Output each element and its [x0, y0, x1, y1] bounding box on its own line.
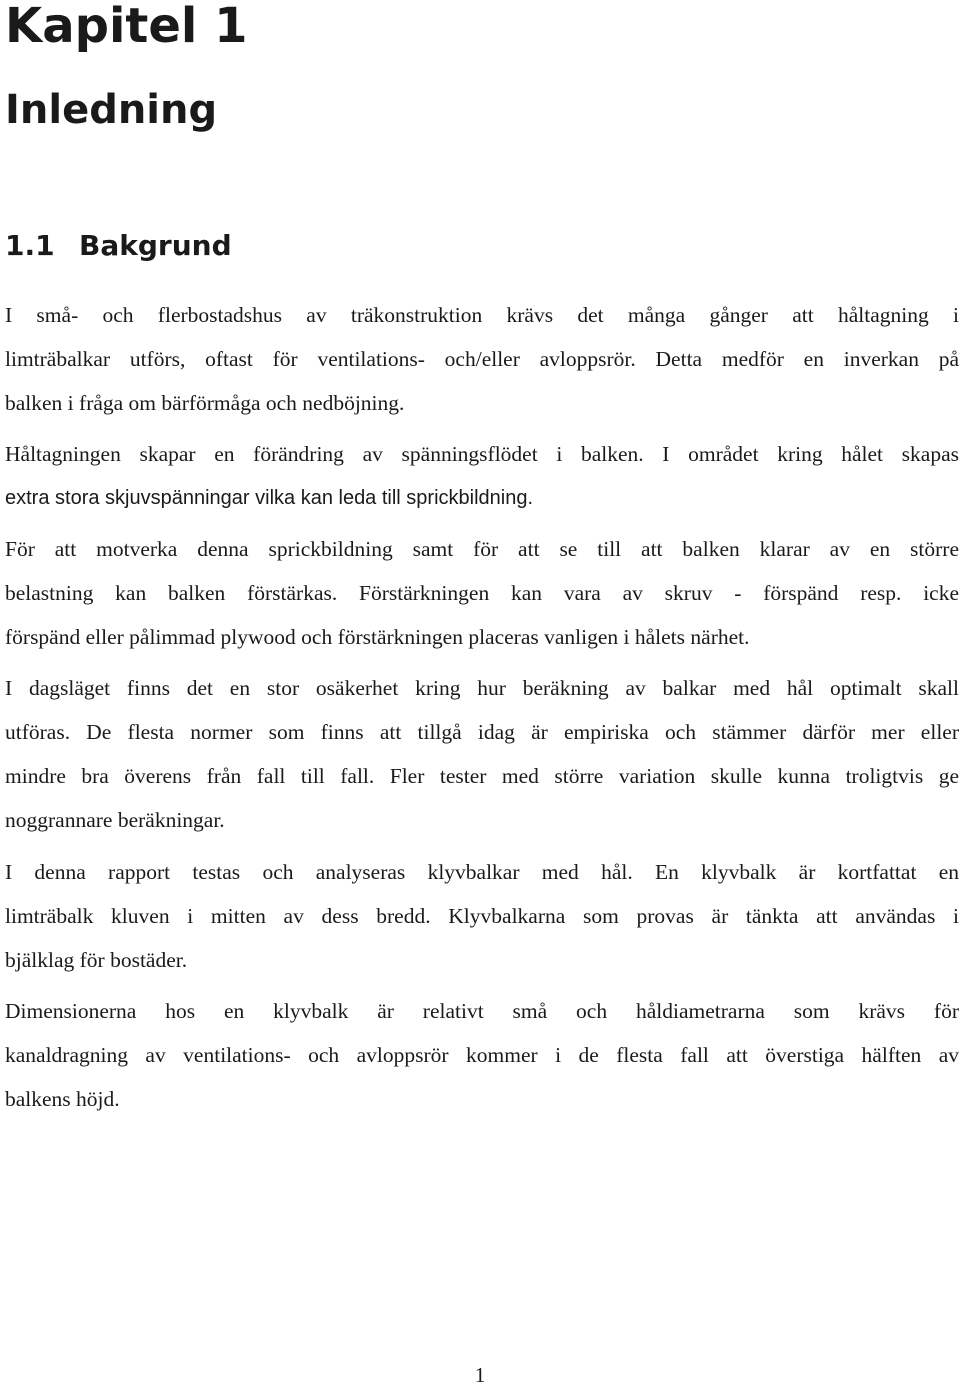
paragraph-line: extra stora skjuvspänningar vilka kan leda till sprickbildning. [5, 487, 534, 509]
chapter-number: Kapitel 1 [5, 0, 248, 54]
paragraph-line: I små- och flerbostadshus av träkonstruktion krävs det många gånger att håltagning i [5, 303, 959, 327]
paragraph-line: I dagsläget finns det en stor osäkerhet kring hur beräkning av balkar med hål optimalt skall [5, 676, 959, 700]
paragraph-line: noggrannare beräkningar. [5, 808, 225, 832]
paragraph [5, 989, 959, 1121]
paragraph-line: Håltagningen skapar en förändring av spänningsflödet i balken. I området kring hålet skapas [5, 442, 959, 466]
paragraph-line: mindre bra överens från fall till fall. Fler tester med större variation skulle kunna troligtvis ge [5, 764, 959, 788]
paragraph-line: I denna rapport testas och analyseras klyvbalkar med hål. En klyvbalk är kortfattat en [5, 860, 959, 884]
paragraph [5, 666, 959, 842]
chapter-title: Inledning [5, 87, 218, 133]
paragraph [5, 293, 959, 425]
paragraph-line: kanaldragning av ventilations- och avloppsrör kommer i de flesta fall att överstiga hälften av [5, 1043, 959, 1067]
paragraph-line: förspänd eller pålimmad plywood och förstärkningen placeras vanligen i hålets närhet. [5, 625, 750, 649]
paragraph-line: bjälklag för bostäder. [5, 948, 188, 972]
page-number: 1 [474, 1363, 486, 1387]
paragraph-line: limträbalk kluven i mitten av dess bredd. Klyvbalkarna som provas är tänkta att användas i [5, 904, 959, 928]
paragraph-line: belastning kan balken förstärkas. Förstärkningen kan vara av skruv - förspänd resp. icke [5, 581, 959, 605]
paragraph-line: Dimensionerna hos en klyvbalk är relativt små och håldiametrarna som krävs för [5, 999, 959, 1023]
section-title: Bakgrund [79, 229, 232, 262]
paragraph [5, 432, 959, 520]
paragraph-line: För att motverka denna sprickbildning samt för att se till att balken klarar av en större [5, 537, 959, 561]
paragraph-line: balkens höjd. [5, 1087, 120, 1111]
section-number: 1.1 [5, 229, 55, 262]
paragraph [5, 850, 959, 982]
section-heading [5, 226, 232, 266]
paragraph-line: balken i fråga om bärförmåga och nedböjning. [5, 391, 405, 415]
paragraph-line: limträbalkar utförs, oftast för ventilations- och/eller avloppsrör. Detta medför en inverkan på [5, 347, 959, 371]
paragraph-line: utföras. De flesta normer som finns att tillgå idag är empiriska och stämmer därför mer eller [5, 720, 959, 744]
paragraph [5, 527, 959, 659]
